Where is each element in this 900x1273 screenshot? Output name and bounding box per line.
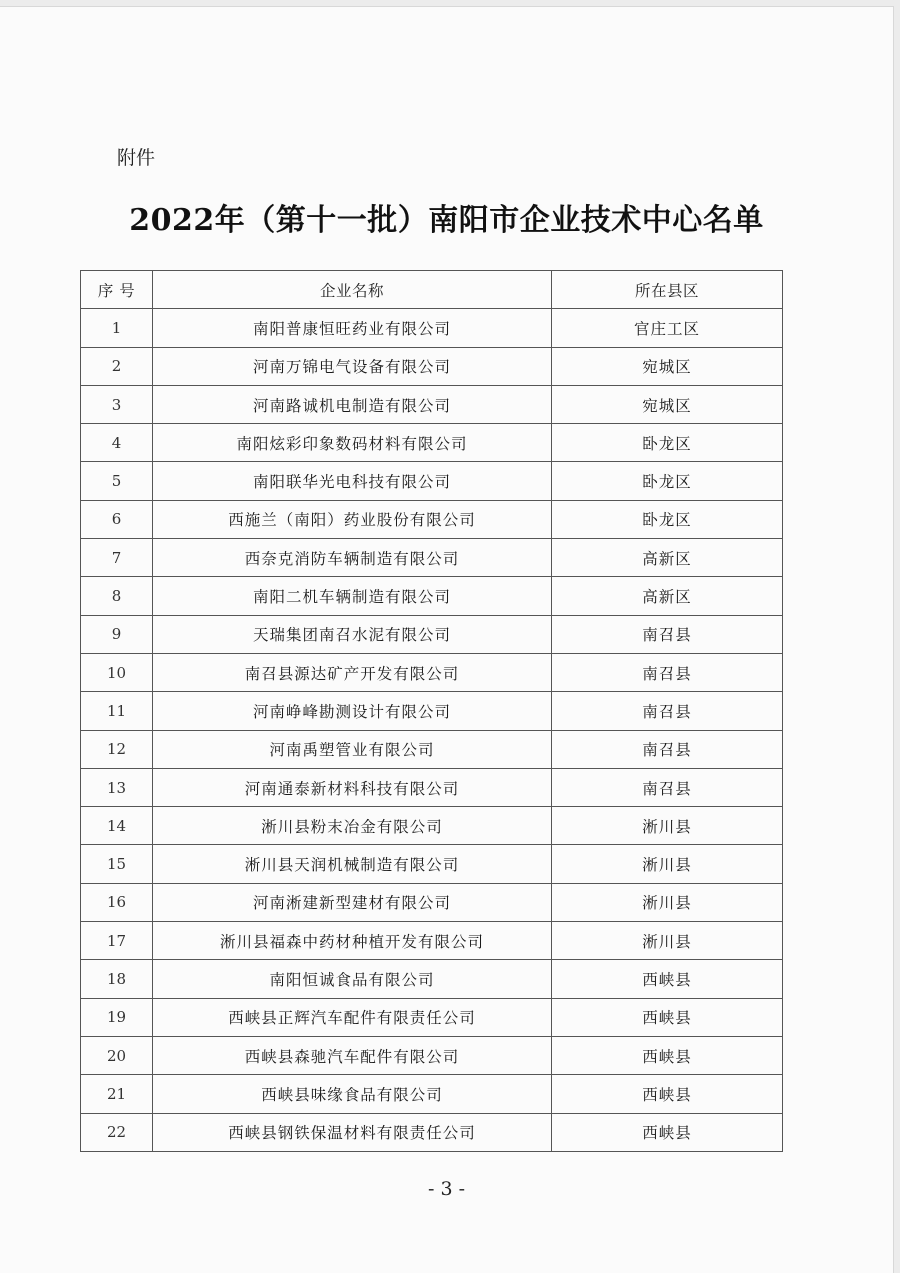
row-index: 1 (81, 309, 153, 347)
company-name: 河南万锦电气设备有限公司 (153, 347, 552, 385)
district-name: 官庄工区 (552, 309, 783, 347)
company-name: 南阳二机车辆制造有限公司 (153, 577, 552, 615)
company-name: 河南路诚机电制造有限公司 (153, 385, 552, 423)
table-row (81, 1113, 783, 1151)
company-name: 河南禹塑管业有限公司 (153, 730, 552, 768)
table-row (81, 768, 783, 806)
table-row (81, 883, 783, 921)
row-index: 20 (81, 1036, 153, 1074)
row-index: 8 (81, 577, 153, 615)
company-name: 西峡县味缘食品有限公司 (153, 1075, 552, 1113)
row-index: 7 (81, 539, 153, 577)
table-row (81, 500, 783, 538)
company-name: 南阳炫彩印象数码材料有限公司 (153, 424, 552, 462)
row-index: 18 (81, 960, 153, 998)
table-row (81, 922, 783, 960)
table-row (81, 845, 783, 883)
table-row (81, 692, 783, 730)
document-page (0, 6, 894, 1273)
row-index: 17 (81, 922, 153, 960)
row-index: 16 (81, 883, 153, 921)
company-name: 南阳普康恒旺药业有限公司 (153, 309, 552, 347)
district-name: 西峡县 (552, 1113, 783, 1151)
district-name: 西峡县 (552, 998, 783, 1036)
company-name: 淅川县福森中药材种植开发有限公司 (153, 922, 552, 960)
row-index: 11 (81, 692, 153, 730)
row-index: 14 (81, 807, 153, 845)
row-index: 15 (81, 845, 153, 883)
row-index: 5 (81, 462, 153, 500)
district-name: 南召县 (552, 653, 783, 691)
district-name: 高新区 (552, 577, 783, 615)
table-row (81, 424, 783, 462)
company-name: 西峡县森驰汽车配件有限公司 (153, 1036, 552, 1074)
header-company-name: 企业名称 (153, 271, 552, 309)
company-name: 西峡县钢铁保温材料有限责任公司 (153, 1113, 552, 1151)
district-name: 西峡县 (552, 1075, 783, 1113)
enterprise-table (80, 270, 783, 1152)
table-row (81, 653, 783, 691)
table-row (81, 539, 783, 577)
company-name: 南阳恒诚食品有限公司 (153, 960, 552, 998)
district-name: 南召县 (552, 615, 783, 653)
table-row (81, 807, 783, 845)
table-row (81, 462, 783, 500)
district-name: 南召县 (552, 768, 783, 806)
company-name: 淅川县粉末冶金有限公司 (153, 807, 552, 845)
district-name: 宛城区 (552, 347, 783, 385)
header-index: 序 号 (81, 271, 153, 309)
district-name: 淅川县 (552, 883, 783, 921)
document-title: 2022年（第十一批）南阳市企业技术中心名单 (129, 203, 764, 238)
company-name: 西峡县正辉汽车配件有限责任公司 (153, 998, 552, 1036)
district-name: 卧龙区 (552, 500, 783, 538)
district-name: 西峡县 (552, 1036, 783, 1074)
company-name: 西奈克消防车辆制造有限公司 (153, 539, 552, 577)
table-row (81, 1036, 783, 1074)
district-name: 淅川县 (552, 845, 783, 883)
row-index: 10 (81, 653, 153, 691)
table-header (81, 271, 783, 309)
row-index: 19 (81, 998, 153, 1036)
district-name: 卧龙区 (552, 462, 783, 500)
district-name: 宛城区 (552, 385, 783, 423)
district-name: 高新区 (552, 539, 783, 577)
table-row (81, 730, 783, 768)
district-name: 南召县 (552, 692, 783, 730)
row-index: 22 (81, 1113, 153, 1151)
company-name: 南阳联华光电科技有限公司 (153, 462, 552, 500)
page-number: - 3 - (427, 1178, 465, 1200)
header-district: 所在县区 (552, 271, 783, 309)
company-name: 河南峥峰勘测设计有限公司 (153, 692, 552, 730)
district-name: 淅川县 (552, 922, 783, 960)
header-row (81, 271, 783, 309)
company-name: 淅川县天润机械制造有限公司 (153, 845, 552, 883)
table-row (81, 577, 783, 615)
company-name: 南召县源达矿产开发有限公司 (153, 653, 552, 691)
table-row (81, 1075, 783, 1113)
table-row (81, 615, 783, 653)
table-row (81, 309, 783, 347)
row-index: 21 (81, 1075, 153, 1113)
company-name: 西施兰（南阳）药业股份有限公司 (153, 500, 552, 538)
district-name: 淅川县 (552, 807, 783, 845)
row-index: 6 (81, 500, 153, 538)
company-name: 天瑞集团南召水泥有限公司 (153, 615, 552, 653)
table-row (81, 347, 783, 385)
row-index: 9 (81, 615, 153, 653)
row-index: 4 (81, 424, 153, 462)
table-row (81, 385, 783, 423)
table-row (81, 960, 783, 998)
attachment-label: 附件 (117, 147, 156, 169)
row-index: 12 (81, 730, 153, 768)
table-body (81, 309, 783, 1152)
table-row (81, 998, 783, 1036)
district-name: 南召县 (552, 730, 783, 768)
row-index: 2 (81, 347, 153, 385)
company-name: 河南通泰新材料科技有限公司 (153, 768, 552, 806)
row-index: 3 (81, 385, 153, 423)
district-name: 西峡县 (552, 960, 783, 998)
district-name: 卧龙区 (552, 424, 783, 462)
row-index: 13 (81, 768, 153, 806)
company-name: 河南淅建新型建材有限公司 (153, 883, 552, 921)
